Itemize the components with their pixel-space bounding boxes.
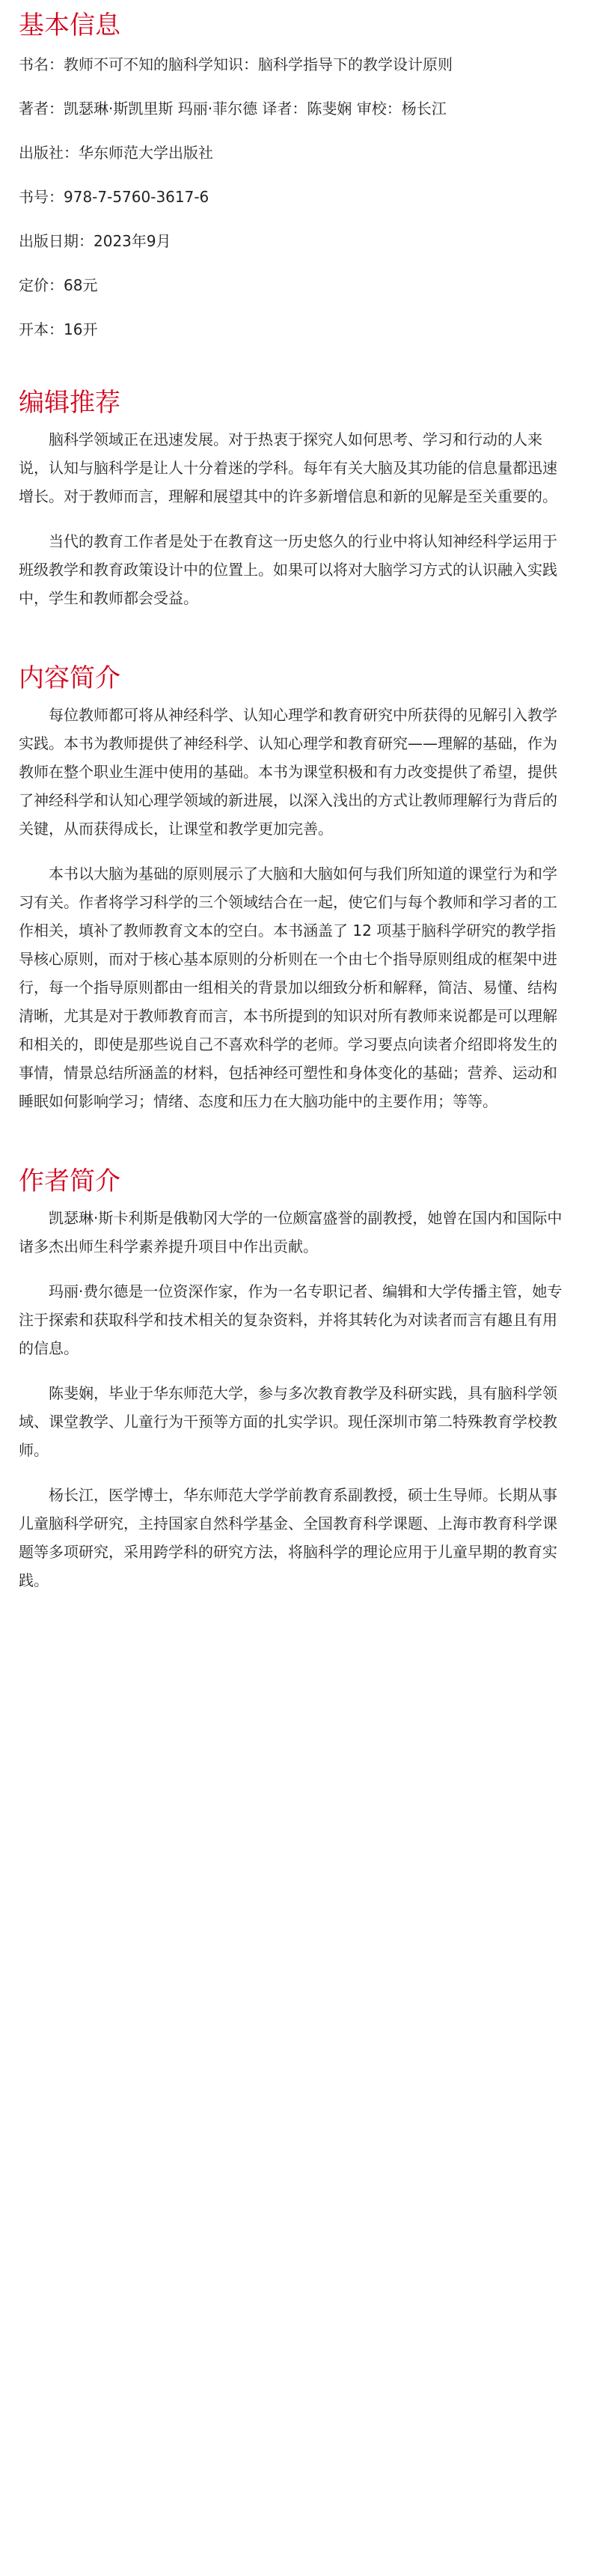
basic-info-section xyxy=(19,0,569,340)
content-paragraph-1: 每位教师都可将从神经科学、认知心理学和教育研究中所获得的见解引入教学实践。本书为教师提供了神经科学、认知心理学和教育研究——理解的基础，作为教师在整个职业生涯中使用的基础。本书为课堂积极和有力改变提供了希望，提供了神经科学和认知心理学领域的新进展，以深入浅出的方式让教师理解行为背后的关键，从而获得成长，让课堂和教学更加完善。 xyxy=(19,706,557,838)
book-title-line: 书名：教师不可不知的脑科学知识：脑科学指导下的教学设计原则 xyxy=(19,55,453,73)
basic-info-heading: 基本信息 xyxy=(19,10,120,40)
publisher-line: 出版社：华东师范大学出版社 xyxy=(19,144,213,162)
content-paragraph-2: 本书以大脑为基础的原则展示了大脑和大脑如何与我们所知道的课堂行为和学习有关。作者将学习科学的三个领域结合在一起，使它们与每个教师和学习者的工作相关，填补了教师教育文本的空白。本书涵盖了 12 项基于脑科学研究的教学指导核心原则，而对于核心基本原则的分析则在一个由七个指导原则组成的框架中进行，每一个指导原则都由一组相关的背景加以细致分析和解释，简洁、易懂、结构清晰，尤其是对于教师教育而言，本书所提到的知识对所有教师来说都是可以理解和相关的，即使是那些说自己不喜欢科学的老师。学习要点向读者介绍即将发生的事情，情景总结所涵盖的材料，包括神经可塑性和身体变化的基础；营养、运动和睡眠如何影响学习；情绪、态度和压力在大脑功能中的主要作用；等等。 xyxy=(19,865,557,1110)
author-paragraph-2: 玛丽·费尔德是一位资深作家，作为一名专职记者、编辑和大学传播主管，她专注于探索和获取科学和技术相关的复杂资料，并将其转化为对读者而言有趣且有用的信息。 xyxy=(19,1282,563,1357)
author-paragraph-3: 陈斐娴，毕业于华东师范大学，参与多次教育教学及科研实践，具有脑科学领域、课堂教学、儿童行为干预等方面的扎实学识。现任深圳市第二特殊教育学校教师。 xyxy=(19,1384,557,1459)
isbn-line: 书号：978-7-5760-3617-6 xyxy=(19,188,209,206)
format-line: 开本：16开 xyxy=(19,320,98,338)
editor-recommendation-heading: 编辑推荐 xyxy=(19,388,120,418)
editor-paragraph-2: 当代的教育工作者是处于在教育这一历史悠久的行业中将认知神经科学运用于班级教学和教育政策设计中的位置上。如果可以将对大脑学习方式的认识融入实践中，学生和教师都会受益。 xyxy=(19,532,557,607)
author-paragraph-4: 杨长江，医学博士，华东师范大学学前教育系副教授，硕士生导师。长期从事儿童脑科学研究，主持国家自然科学基金、全国教育科学课题、上海市教育科学课题等多项研究，采用跨学科的研究方法，将脑科学的理论应用于儿童早期的教育实践。 xyxy=(19,1486,557,1589)
content-intro-section xyxy=(19,663,569,1115)
publish-date-line: 出版日期：2023年9月 xyxy=(19,232,171,250)
author-paragraph-1: 凯瑟琳·斯卡利斯是俄勒冈大学的一位颇富盛誉的副教授，她曾在国内和国际中诸多杰出师生科学素养提升项目中作出贡献。 xyxy=(19,1209,563,1255)
content-intro-heading: 内容简介 xyxy=(19,663,120,693)
author-intro-section xyxy=(19,1166,569,1595)
authors-line: 著者：凯瑟琳·斯凯里斯 玛丽·菲尔德 译者：陈斐娴 审校：杨长江 xyxy=(19,100,447,118)
editor-paragraph-1: 脑科学领域正在迅速发展。对于热衷于探究人如何思考、学习和行动的人来说，认知与脑科学是让人十分着迷的学科。每年有关大脑及其功能的信息量都迅速增长。对于教师而言，理解和展望其中的许多新增信息和新的见解是至关重要的。 xyxy=(19,430,557,505)
author-intro-heading: 作者简介 xyxy=(19,1166,120,1196)
editor-recommendation-section xyxy=(19,388,569,612)
price-line: 定价：68元 xyxy=(19,276,98,294)
